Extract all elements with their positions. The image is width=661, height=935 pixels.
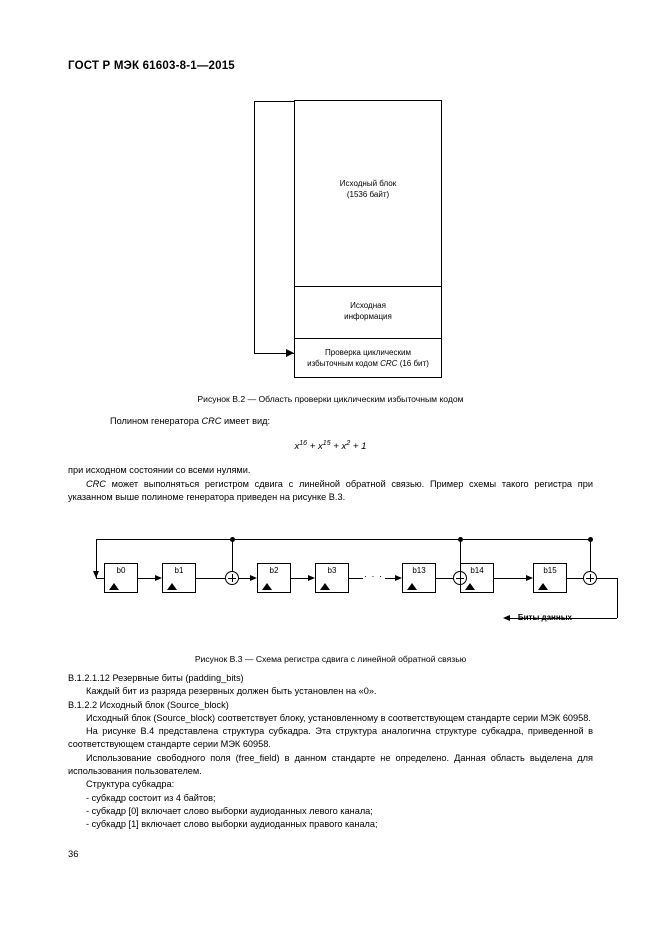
figure-b3-feedback-arrow-icon: [93, 571, 99, 578]
figure-b3-data-bits-label: Биты данных: [517, 613, 572, 622]
figure-b3-wire-ellipsis-b13: [385, 578, 395, 579]
clock-triangle-icon: [465, 583, 475, 590]
body-text-block: [68, 672, 593, 832]
initial-state-sentence: при исходном состоянии со всеми нулями.: [68, 465, 251, 475]
figure-b3-arrow-b1-icon: [155, 575, 162, 581]
tail-line-7: Структура субкадра:: [86, 779, 175, 790]
formula-op-3: + 1: [350, 441, 367, 453]
generator-polynomial-text-a: Полином генератора: [110, 416, 202, 426]
figure-b2-crc-line2-a: избыточным кодом: [307, 359, 381, 368]
figure-b2-crc-label: [294, 347, 442, 369]
figure-b3-cell-b14-label: b14: [470, 566, 484, 575]
figure-b3-cell-b1-label: b1: [174, 566, 184, 575]
figure-b2-source-block-line2: (1536 байт): [346, 190, 390, 199]
figure-b3-output-vertical: [617, 578, 618, 618]
figure-b2-crc-line2-b: (16 бит): [397, 359, 429, 368]
figure-b2-caption: Рисунок В.2 — Область проверки циклическим избыточным кодом: [197, 394, 464, 404]
figure-b2-divider-1: [294, 286, 442, 287]
figure-b3-arrow-b15-icon: [526, 575, 533, 581]
figure-b3-wire-xor3-out: [597, 578, 617, 579]
figure-b3-tap-2-junction: [458, 537, 463, 542]
figure-b3-xor-3: [583, 571, 597, 585]
figure-b3-wire-b13-b14: [436, 578, 453, 579]
generator-polynomial-paragraph: [110, 415, 270, 429]
figure-b2-crc-acronym: CRC: [380, 359, 398, 368]
figure-b2-source-block-label: [294, 178, 442, 200]
figure-b2-bracket-top: [254, 101, 295, 102]
formula-op-1: +: [307, 441, 318, 453]
tail-line-5: На рисунке В.4 представлена структура субкадра. Эта структура аналогична структуре субкадра, приведенной в соответствующем стандарте серии МЭК 60958.: [68, 726, 593, 750]
clock-triangle-icon: [407, 583, 417, 590]
figure-b2-source-info-label: [294, 300, 442, 322]
clock-triangle-icon: [109, 583, 119, 590]
figure-b3-wire-b2-b3: [291, 578, 308, 579]
formula-op-2: +: [330, 441, 342, 453]
figure-b3-tap-1-vertical: [232, 539, 233, 571]
figure-b2-bracket-vertical: [254, 101, 255, 354]
figure-b3-xor-2: [453, 571, 467, 585]
figure-b2-crc-line1: Проверка циклическим: [325, 348, 411, 357]
figure-b3-output-arrow-icon: [503, 615, 510, 621]
figure-b3-wire-b1-xor1: [196, 578, 225, 579]
figure-b3-arrow-b2-icon: [250, 575, 257, 581]
figure-b3-cell-b2-label: b2: [269, 566, 279, 575]
crc-shift-register-sentence: [68, 478, 593, 505]
figure-b3-cell-b15-label: b15: [543, 566, 557, 575]
clock-triangle-icon: [320, 583, 330, 590]
tail-line-3: В.1.2.2 Исходный блок (Source_block): [68, 699, 229, 710]
figure-b3-cell-b3: [315, 563, 349, 593]
figure-b2-divider-2: [294, 338, 442, 339]
figure-b3-wire-b14-xor3: [494, 578, 526, 579]
figure-b3-wire-b0-b1: [138, 578, 155, 579]
figure-b3-cell-b1: [162, 563, 196, 593]
figure-b3-xor-1: [225, 571, 239, 585]
crc-description-paragraph: [68, 464, 593, 505]
figure-b3-tap-1-junction: [230, 537, 235, 542]
figure-b3-wire-b3-ellipsis: [349, 578, 363, 579]
generator-polynomial-text-b: имеет вид:: [221, 416, 271, 426]
tail-line-4: Исходный блок (Source_block) соответствует блоку, установленному в соответствующем стандарте серии МЭК 60958.: [86, 712, 591, 723]
figure-b3-arrow-b3-icon: [308, 575, 315, 581]
figure-b2-source-info-line1: Исходная: [350, 301, 386, 310]
formula-exp-16: 16: [299, 440, 308, 447]
figure-b3: [80, 525, 620, 645]
crc-acronym-inline: CRC: [86, 478, 106, 489]
figure-b3-ellipsis: · · ·: [364, 571, 383, 581]
tail-line-9: - субкадр [0] включает слово выборки аудиоданных левого канала;: [86, 805, 373, 816]
formula-term-x2: x: [318, 441, 323, 453]
figure-b3-cell-b0-label: b0: [116, 566, 126, 575]
figure-b3-tap-3-vertical: [590, 539, 591, 571]
tail-line-2: Каждый бит из разряда резервных должен быть установлен на «0».: [86, 686, 377, 697]
figure-b3-cell-b13-label: b13: [412, 566, 426, 575]
figure-b3-arrow-b13-icon: [395, 575, 402, 581]
formula-term-x1: x: [294, 441, 300, 453]
clock-triangle-icon: [538, 583, 548, 590]
figure-b3-cell-b15: [533, 563, 567, 593]
tail-line-6: Использование свободного поля (free_field) в данном стандарте не определено. Данная область выделена для использования пользователем.: [68, 752, 593, 777]
page-number: 36: [68, 848, 79, 859]
figure-b2-source-info-line2: информация: [344, 312, 392, 321]
formula-exp-15: 15: [322, 440, 331, 447]
figure-b2-source-block-line1: Исходный блок: [339, 179, 397, 188]
formula-term-x3: x: [341, 441, 347, 453]
page-header: ГОСТ Р МЭК 61603-8-1—2015: [68, 60, 235, 72]
formula-exp-2: 2: [346, 440, 351, 447]
figure-b3-wire-in-b0: [96, 578, 104, 579]
figure-b3-cell-b0: [104, 563, 138, 593]
tail-line-1: В.1.2.1.12 Резервные биты (padding_bits): [68, 673, 244, 683]
clock-triangle-icon: [167, 583, 177, 590]
tail-line-8: - субкадр состоит из 4 байтов;: [86, 792, 216, 803]
crc-shift-register-text: может выполняться регистром сдвига с линейной обратной связью. Пример схемы такого регистра при указанном выше полиноме генератора приведен на рисунке В.3.: [68, 478, 593, 503]
figure-b2-outer-box: [294, 100, 442, 378]
figure-b2: [232, 100, 482, 378]
figure-b3-wire-b15-xor3: [567, 578, 583, 579]
figure-b3-wire-xor1-b2: [239, 578, 250, 579]
figure-b2-arrow-icon: [286, 349, 294, 357]
generator-polynomial-formula: [0, 440, 661, 452]
figure-b3-caption: Рисунок В.3 — Схема регистра сдвига с линейной обратной связью: [194, 654, 467, 664]
figure-b3-feedback-line: [96, 539, 590, 540]
figure-b3-cell-b13: [402, 563, 436, 593]
tail-line-10: - субкадр [1] включает слово выборки аудиоданных правого канала;: [86, 819, 378, 830]
figure-b3-cell-b2: [257, 563, 291, 593]
clock-triangle-icon: [262, 583, 272, 590]
figure-b3-cell-b3-label: b3: [327, 566, 337, 575]
generator-polynomial-crc: CRC: [201, 416, 222, 426]
